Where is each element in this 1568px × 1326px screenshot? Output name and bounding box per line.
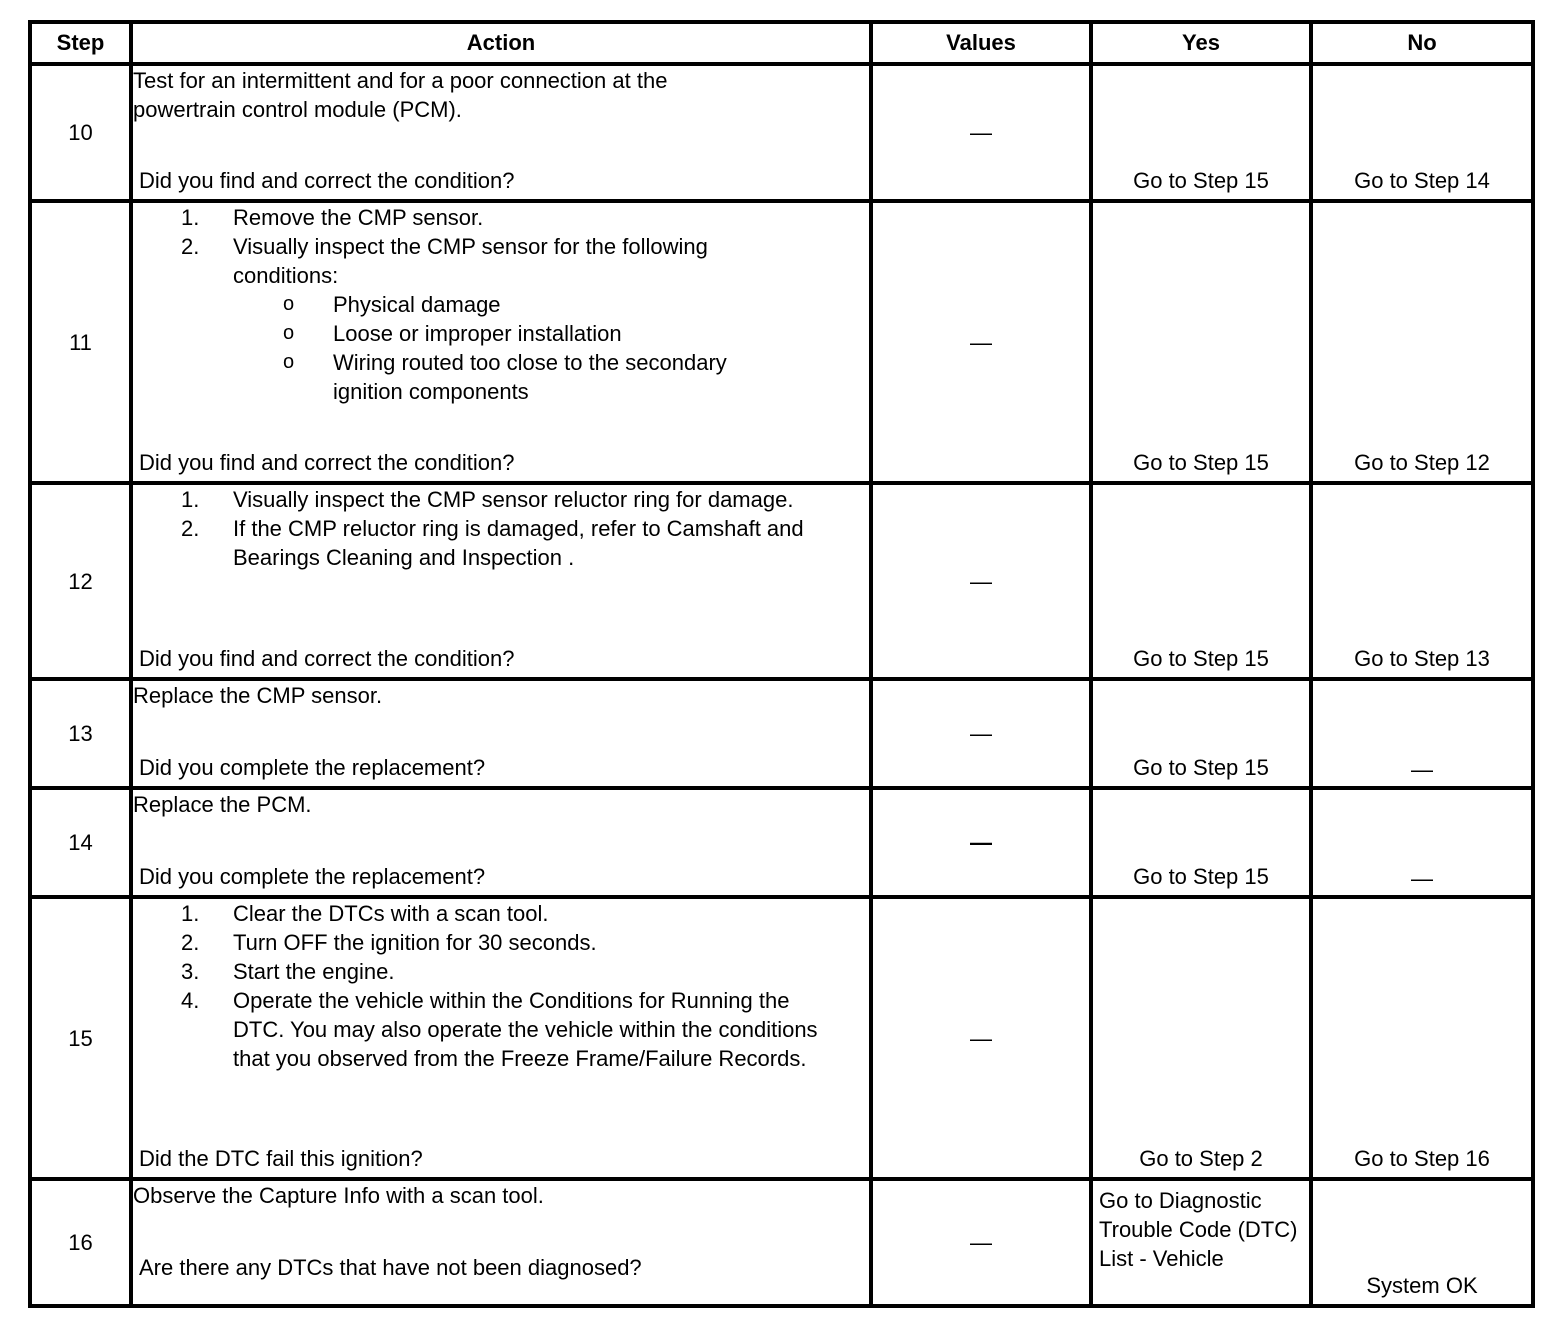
no-value: — [1411,757,1433,782]
action-question: Did you find and correct the condition? [139,646,515,671]
list-item [181,957,839,986]
list-number: 3. [181,959,200,984]
header-no: No [1311,22,1533,64]
action-question: Did you complete the replacement? [139,755,486,780]
action-text: Replace the PCM. [133,792,312,817]
list-item [181,899,839,928]
header-action: Action [131,22,871,64]
list-text: Remove the CMP sensor. [233,205,484,230]
list-item [283,348,799,406]
condition-list [233,290,799,406]
no-link[interactable]: Go to Step 12 [1354,450,1490,475]
no-cell [1311,201,1533,483]
action-cell [131,1179,871,1306]
yes-cell [1091,483,1311,679]
yes-cell [1091,679,1311,788]
values-cell: — [871,201,1091,483]
list-number: 2. [181,234,200,259]
list-number: 4. [181,988,200,1013]
header-row [30,22,1533,64]
action-steps [133,899,869,1073]
list-number: 1. [181,487,200,512]
list-text: Turn OFF the ignition for 30 seconds. [233,930,597,955]
no-cell [1311,897,1533,1179]
action-text: Test for an intermittent and for a poor connection at the powertrain control module (PCM). [133,68,668,122]
no-cell [1311,1179,1533,1306]
header-yes: Yes [1091,22,1311,64]
list-text: Visually inspect the CMP sensor reluctor ring for damage. [233,487,794,512]
list-item [181,232,869,406]
action-steps [133,485,869,572]
yes-link[interactable]: Go to Step 15 [1133,168,1269,193]
values-cell: — [871,897,1091,1179]
values-cell: — [871,788,1091,897]
yes-link[interactable]: Go to Step 15 [1133,646,1269,671]
action-cell [131,64,871,201]
list-item [181,203,869,232]
list-text: If the CMP reluctor ring is damaged, refer to Camshaft and Bearings Cleaning and Inspection . [233,516,804,570]
table-row-step-10 [30,64,1533,201]
action-question: Are there any DTCs that have not been diagnosed? [139,1255,642,1280]
action-cell [131,897,871,1179]
values-cell: — [871,483,1091,679]
header-values: Values [871,22,1091,64]
list-text: Physical damage [333,292,501,317]
yes-cell [1091,897,1311,1179]
yes-link[interactable]: Go to Step 15 [1133,755,1269,780]
action-cell [131,201,871,483]
list-item [181,928,839,957]
step-number: 14 [30,788,131,897]
no-value: — [1411,866,1433,891]
list-item [283,319,799,348]
no-cell [1311,788,1533,897]
action-cell [131,679,871,788]
no-value: System OK [1366,1273,1478,1298]
list-text: Start the engine. [233,959,395,984]
action-question: Did you find and correct the condition? [139,450,515,475]
values-cell: — [871,64,1091,201]
values-cell: — [871,679,1091,788]
yes-cell [1091,201,1311,483]
list-item [181,986,839,1073]
bullet-icon: o [283,322,295,344]
list-number: 2. [181,516,200,541]
list-item [181,485,869,514]
list-text: Visually inspect the CMP sensor for the following conditions: [233,234,708,288]
step-number: 15 [30,897,131,1179]
action-question: Did you complete the replacement? [139,864,486,889]
yes-cell [1091,788,1311,897]
list-text: Loose or improper installation [333,321,622,346]
table-row-step-13 [30,679,1533,788]
step-number: 12 [30,483,131,679]
diagnostic-table [28,20,1535,1308]
yes-link[interactable]: Go to Step 15 [1133,450,1269,475]
yes-link[interactable]: Go to Diagnostic Trouble Code (DTC) List - Vehicle [1099,1188,1298,1271]
yes-link[interactable]: Go to Step 15 [1133,864,1269,889]
table-row-step-16 [30,1179,1533,1306]
yes-cell [1091,1179,1311,1306]
yes-cell [1091,64,1311,201]
no-link[interactable]: Go to Step 16 [1354,1146,1490,1171]
list-text: Operate the vehicle within the Conditions for Running the DTC. You may also operate the vehicle within the conditions that you observed from the Freeze Frame/Failure Records. [233,988,818,1071]
action-cell [131,483,871,679]
action-steps [133,203,869,406]
table-row-step-14 [30,788,1533,897]
list-number: 1. [181,901,200,926]
step-number: 13 [30,679,131,788]
table-row-step-11 [30,201,1533,483]
step-number: 11 [30,201,131,483]
list-item [181,514,869,572]
action-text: Replace the CMP sensor. [133,683,383,708]
yes-link[interactable]: Go to Step 2 [1139,1146,1263,1171]
table-row-step-15 [30,897,1533,1179]
values-cell: — [871,1179,1091,1306]
header-step: Step [30,22,131,64]
list-text: Wiring routed too close to the secondary ignition components [333,350,727,404]
bullet-icon: o [283,351,295,373]
list-number: 1. [181,205,200,230]
bullet-icon: o [283,293,295,315]
step-number: 10 [30,64,131,201]
action-cell [131,788,871,897]
no-link[interactable]: Go to Step 14 [1354,168,1490,193]
table-row-step-12 [30,483,1533,679]
list-number: 2. [181,930,200,955]
step-number: 16 [30,1179,131,1306]
action-question: Did the DTC fail this ignition? [139,1146,423,1171]
no-link[interactable]: Go to Step 13 [1354,646,1490,671]
list-item [283,290,799,319]
no-cell [1311,64,1533,201]
list-text: Clear the DTCs with a scan tool. [233,901,549,926]
no-cell [1311,483,1533,679]
action-question: Did you find and correct the condition? [139,168,515,193]
action-text: Observe the Capture Info with a scan tool. [133,1183,544,1208]
no-cell [1311,679,1533,788]
